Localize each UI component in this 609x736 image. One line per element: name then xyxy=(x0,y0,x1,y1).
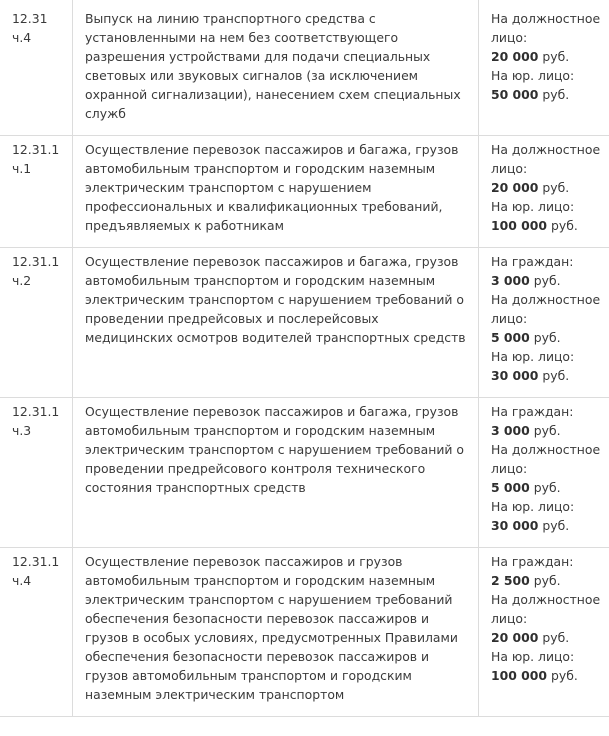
article-number: 12.31 xyxy=(12,11,48,26)
fine-amount-line xyxy=(491,178,607,197)
violation-description: Осуществление перевозок пассажиров и багажа, грузов автомобильным транспортом и городским наземным электрическим транспортом с нарушением профессиональных и квалификационных требований, предъявляемых к работникам xyxy=(73,136,479,248)
article-cell xyxy=(0,248,73,398)
fine-unit: руб. xyxy=(533,480,561,495)
article-part: ч.4 xyxy=(12,573,32,588)
fine-amount: 20 000 xyxy=(491,49,539,64)
fine-amount-line xyxy=(491,571,607,590)
fine-unit: руб. xyxy=(542,368,570,383)
fine-amount-line xyxy=(491,421,607,440)
fine-amount: 5 000 xyxy=(491,330,530,345)
table-row xyxy=(0,548,609,717)
fine-amount: 50 000 xyxy=(491,87,539,102)
fine-unit: руб. xyxy=(542,87,570,102)
fine-amount-line xyxy=(491,216,607,235)
fine-unit: руб. xyxy=(542,49,570,64)
fine-cell xyxy=(479,0,609,136)
article-part: ч.3 xyxy=(12,423,32,438)
fine-amount: 3 000 xyxy=(491,423,530,438)
fine-cell xyxy=(479,398,609,548)
article-number: 12.31.1 xyxy=(12,404,60,419)
fine-unit: руб. xyxy=(551,668,578,683)
fine-amount-line xyxy=(491,328,607,347)
fine-amount-line xyxy=(491,47,607,66)
table-row xyxy=(0,248,609,398)
fine-label: На юр. лицо: xyxy=(491,199,575,214)
fine-amount: 20 000 xyxy=(491,630,539,645)
fine-label: На должностное лицо: xyxy=(491,11,601,45)
table-row xyxy=(0,0,609,136)
fine-label: На граждан: xyxy=(491,554,574,569)
fine-cell xyxy=(479,248,609,398)
article-number: 12.31.1 xyxy=(12,142,60,157)
fine-unit: руб. xyxy=(533,573,561,588)
fine-label: На граждан: xyxy=(491,254,574,269)
fine-amount: 100 000 xyxy=(491,218,548,233)
fine-amount-line xyxy=(491,516,607,535)
fine-label: На должностное лицо: xyxy=(491,142,601,176)
fine-unit: руб. xyxy=(542,518,570,533)
fine-unit: руб. xyxy=(542,630,570,645)
fine-label: На юр. лицо: xyxy=(491,349,575,364)
fine-amount: 30 000 xyxy=(491,368,539,383)
article-cell xyxy=(0,398,73,548)
fine-label: На должностное лицо: xyxy=(491,442,601,476)
fine-cell xyxy=(479,136,609,248)
violation-description: Осуществление перевозок пассажиров и багажа, грузов автомобильным транспортом и городским наземным электрическим транспортом с нарушением требований о проведении предрейсовых и послерейсовых медицинских осмотров водителей транспортных средств xyxy=(73,248,479,398)
fine-label: На юр. лицо: xyxy=(491,499,575,514)
fine-amount: 100 000 xyxy=(491,668,548,683)
article-number: 12.31.1 xyxy=(12,254,60,269)
fine-amount-line xyxy=(491,666,607,685)
fine-amount: 2 500 xyxy=(491,573,530,588)
violation-description: Выпуск на линию транспортного средства с установленными на нем без соответствующего разрешения устройствами для подачи специальных световых или звуковых сигналов (за исключением охранной сигнализации), нанесением схем специальных служб xyxy=(73,0,479,136)
fine-cell xyxy=(479,548,609,717)
fine-label: На юр. лицо: xyxy=(491,68,575,83)
fine-unit: руб. xyxy=(542,180,570,195)
fine-amount-line xyxy=(491,478,607,497)
table-row xyxy=(0,136,609,248)
violation-description: Осуществление перевозок пассажиров и грузов автомобильным транспортом и городским наземным электрическим транспортом с нарушением требований обеспечения безопасности перевозок пассажиров и грузов в особых условиях, предусмотренных Правилами обеспечения безопасности перевозок пассажиров и грузов автомобильным транспортом и городским наземным электрическим транспортом xyxy=(73,548,479,717)
fine-amount-line xyxy=(491,628,607,647)
fine-amount: 20 000 xyxy=(491,180,539,195)
fine-amount: 3 000 xyxy=(491,273,530,288)
fine-unit: руб. xyxy=(533,423,561,438)
fine-label: На должностное лицо: xyxy=(491,592,601,626)
fine-label: На должностное лицо: xyxy=(491,292,601,326)
article-number: 12.31.1 xyxy=(12,554,60,569)
article-part: ч.2 xyxy=(12,273,32,288)
violation-description: Осуществление перевозок пассажиров и багажа, грузов автомобильным транспортом и городским наземным электрическим транспортом с нарушением требований о проведении предрейсового контроля технического состояния транспортных средств xyxy=(73,398,479,548)
article-cell xyxy=(0,548,73,717)
article-part: ч.1 xyxy=(12,161,32,176)
fine-label: На граждан: xyxy=(491,404,574,419)
table-row xyxy=(0,398,609,548)
fine-amount-line xyxy=(491,85,607,104)
article-part: ч.4 xyxy=(12,30,32,45)
article-cell xyxy=(0,0,73,136)
fine-amount: 5 000 xyxy=(491,480,530,495)
fine-label: На юр. лицо: xyxy=(491,649,575,664)
fine-unit: руб. xyxy=(533,273,561,288)
fine-unit: руб. xyxy=(533,330,561,345)
fine-amount: 30 000 xyxy=(491,518,539,533)
fine-unit: руб. xyxy=(551,218,578,233)
fine-amount-line xyxy=(491,271,607,290)
fine-amount-line xyxy=(491,366,607,385)
article-cell xyxy=(0,136,73,248)
